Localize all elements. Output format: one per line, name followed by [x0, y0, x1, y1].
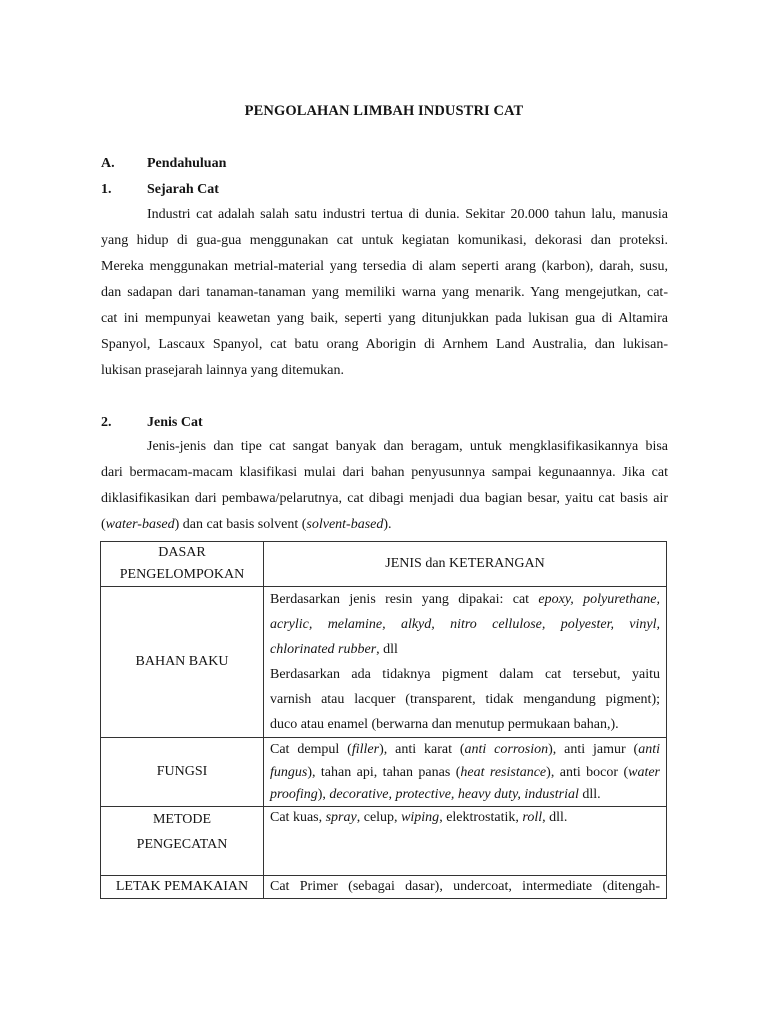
row-label: FUNGSI	[101, 738, 264, 807]
paragraph-line: Mereka menggunakan metrial-material yang tersedia di alam seperti arang (karbon), darah, susu,	[101, 259, 668, 274]
section-label: Pendahuluan	[147, 156, 227, 171]
document-title: PENGOLAHAN LIMBAH INDUSTRI CAT	[244, 103, 524, 119]
section-number: A.	[101, 156, 115, 171]
row-description: Cat Primer (sebagai dasar), undercoat, intermediate (ditengah-	[264, 876, 667, 899]
section-heading-pendahuluan	[101, 156, 226, 172]
row-description: Berdasarkan jenis resin yang dipakai: cat epoxy, polyurethane, acrylic, melamine, alkyd, nitro cellulose, polyester, vinyl, chlorinated rubber, dll Berdasarkan ada tidaknya pigment dalam cat tersebut, yaitu varnish atau lacquer (transparent, tidak mengandung pigment); duco atau enamel (berwarna dan menutup permukaan bahan,).	[264, 587, 667, 738]
paragraph-sejarah	[101, 202, 668, 384]
row-label: LETAK PEMAKAIAN	[101, 876, 264, 899]
paragraph-jenis	[101, 434, 668, 538]
paragraph-line: (water-based) dan cat basis solvent (solvent-based).	[101, 517, 392, 532]
paragraph-line: cat ini mempunyai keawetan yang baik, seperti yang ditunjukkan pada lukisan gua di Altamira	[101, 311, 668, 326]
paragraph-line: diklasifikasikan dari pembawa/pelarutnya, cat dibagi menjadi dua bagian besar, yaitu cat basis air	[101, 491, 668, 506]
row-description: Cat dempul (filler), anti karat (anti corrosion), anti jamur (anti fungus), tahan api, tahan panas (heat resistance), anti bocor (water proofing), decorative, protective, heavy duty, industrial dll.	[264, 738, 667, 807]
section-label: Sejarah Cat	[147, 182, 219, 197]
section-number: 1.	[101, 182, 112, 197]
paragraph-line: Jenis-jenis dan tipe cat sangat banyak dan beragam, untuk mengklasifikasikannya bisa	[147, 439, 668, 454]
table-row-bahan-baku	[101, 587, 667, 738]
paragraph-line: dan sadapan dari tanaman-tanaman yang memiliki warna yang menarik. Yang mengejutkan, cat-	[101, 285, 668, 300]
section-heading-sejarah-cat	[101, 182, 219, 198]
row-label: METODE PENGECATAN	[101, 807, 264, 876]
header-dasar-pengelompokan: DASAR PENGELOMPOKAN	[101, 542, 264, 587]
section-number: 2.	[101, 415, 112, 430]
paint-classification-table	[100, 541, 667, 899]
section-heading-jenis-cat	[101, 415, 203, 431]
table-header-row	[101, 542, 667, 587]
table-row-metode-pengecatan	[101, 807, 667, 876]
paragraph-line: dari bermacam-macam klasifikasi mulai dari bahan penyusunnya sampai kegunaannya. Jika cat	[101, 465, 668, 480]
paragraph-line: yang hidup di gua-gua menggunakan cat untuk kegiatan komunikasi, dekorasi dan proteksi.	[101, 233, 668, 248]
section-label: Jenis Cat	[147, 415, 203, 430]
paragraph-line: lukisan prasejarah lainnya yang ditemukan.	[101, 363, 344, 378]
table-row-letak-pemakaian	[101, 876, 667, 899]
table-row-fungsi	[101, 738, 667, 807]
paragraph-line: Spanyol, Lascaux Spanyol, cat batu orang Aborigin di Arnhem Land Australia, dan lukisan-	[101, 337, 668, 352]
paragraph-line: Industri cat adalah salah satu industri tertua di dunia. Sekitar 20.000 tahun lalu, manusia	[147, 207, 668, 222]
row-description: Cat kuas, spray, celup, wiping, elektrostatik, roll, dll.	[264, 807, 667, 876]
row-label: BAHAN BAKU	[101, 587, 264, 738]
header-jenis-keterangan: JENIS dan KETERANGAN	[264, 542, 667, 587]
